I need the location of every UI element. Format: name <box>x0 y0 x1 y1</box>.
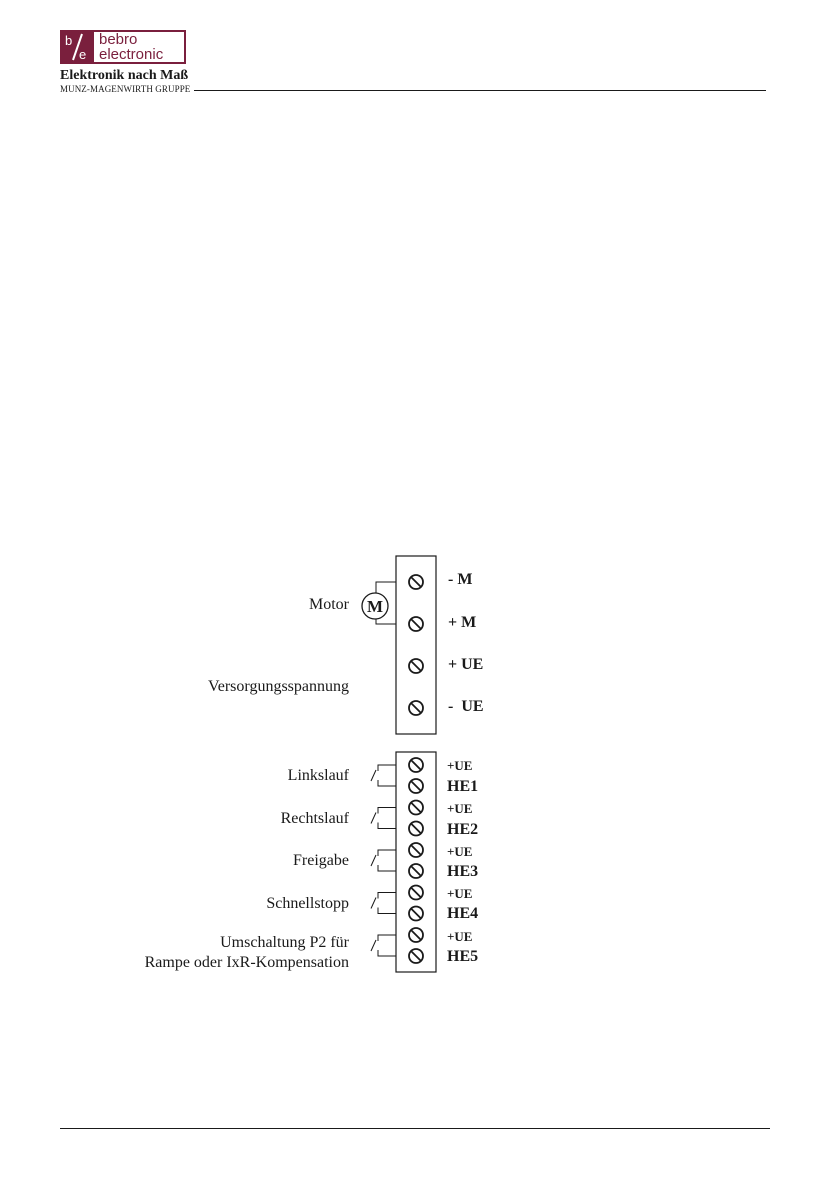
input-3-bottom-terminal: HE3 <box>447 863 479 880</box>
power-screw-4 <box>409 701 423 715</box>
terminal-plus-m: + M <box>448 614 477 631</box>
input-2-screw-1 <box>409 801 423 815</box>
input-label-1: Linkslauf <box>287 767 349 784</box>
input-2-top-terminal: +UE <box>447 801 473 816</box>
logo-line-2: electronic <box>99 46 164 63</box>
input-5-screw-2 <box>409 949 423 963</box>
motor-label: Motor <box>309 596 349 613</box>
footer-rule <box>60 1128 770 1129</box>
svg-text:b: b <box>65 33 73 48</box>
input-2-bottom-terminal: HE2 <box>447 821 479 838</box>
svg-text:e: e <box>79 47 87 62</box>
motor-symbol-letter: M <box>366 597 384 616</box>
input-4-bottom-terminal: HE4 <box>447 905 479 922</box>
input-5-screw-1 <box>409 928 423 942</box>
input-label-5-line-1: Umschaltung P2 für <box>220 934 349 951</box>
input-label-2: Rechtslauf <box>280 810 349 827</box>
input-label-3: Freigabe <box>293 852 349 869</box>
input-4-top-terminal: +UE <box>447 886 473 901</box>
input-1-top-terminal: +UE <box>447 758 473 773</box>
input-1-switch-icon <box>371 765 396 786</box>
power-screw-1 <box>409 575 423 589</box>
terminal-plus-ue: + UE <box>448 656 484 673</box>
input-1-screw-1 <box>409 758 423 772</box>
input-3-screw-2 <box>409 864 423 878</box>
input-3-switch-icon <box>371 850 396 871</box>
input-label-4: Schnellstopp <box>266 895 349 912</box>
input-5-switch-icon <box>371 935 396 956</box>
terminal-minus-m: - M <box>448 571 473 588</box>
input-4-screw-1 <box>409 886 423 900</box>
input-3-top-terminal: +UE <box>447 844 473 859</box>
input-5-top-terminal: +UE <box>447 929 473 944</box>
power-screw-3 <box>409 659 423 673</box>
input-1-screw-2 <box>409 779 423 793</box>
logo-line-1: bebro <box>99 31 138 48</box>
input-3-screw-1 <box>409 843 423 857</box>
input-4-screw-2 <box>409 907 423 921</box>
input-label-5-line-2: Rampe oder IxR-Kompensation <box>144 954 349 971</box>
supply-label: Versorgungsspannung <box>207 678 349 695</box>
input-4-switch-icon <box>371 893 396 914</box>
input-1-bottom-terminal: HE1 <box>447 778 479 795</box>
power-screw-2 <box>409 617 423 631</box>
terminal-minus-ue: - UE <box>448 698 484 715</box>
company-group: MUNZ-MAGENWIRTH GRUPPE <box>60 84 194 94</box>
input-5-bottom-terminal: HE5 <box>447 948 479 965</box>
company-tagline: Elektronik nach Maß <box>60 68 189 83</box>
input-2-screw-2 <box>409 822 423 836</box>
input-2-switch-icon <box>371 808 396 829</box>
